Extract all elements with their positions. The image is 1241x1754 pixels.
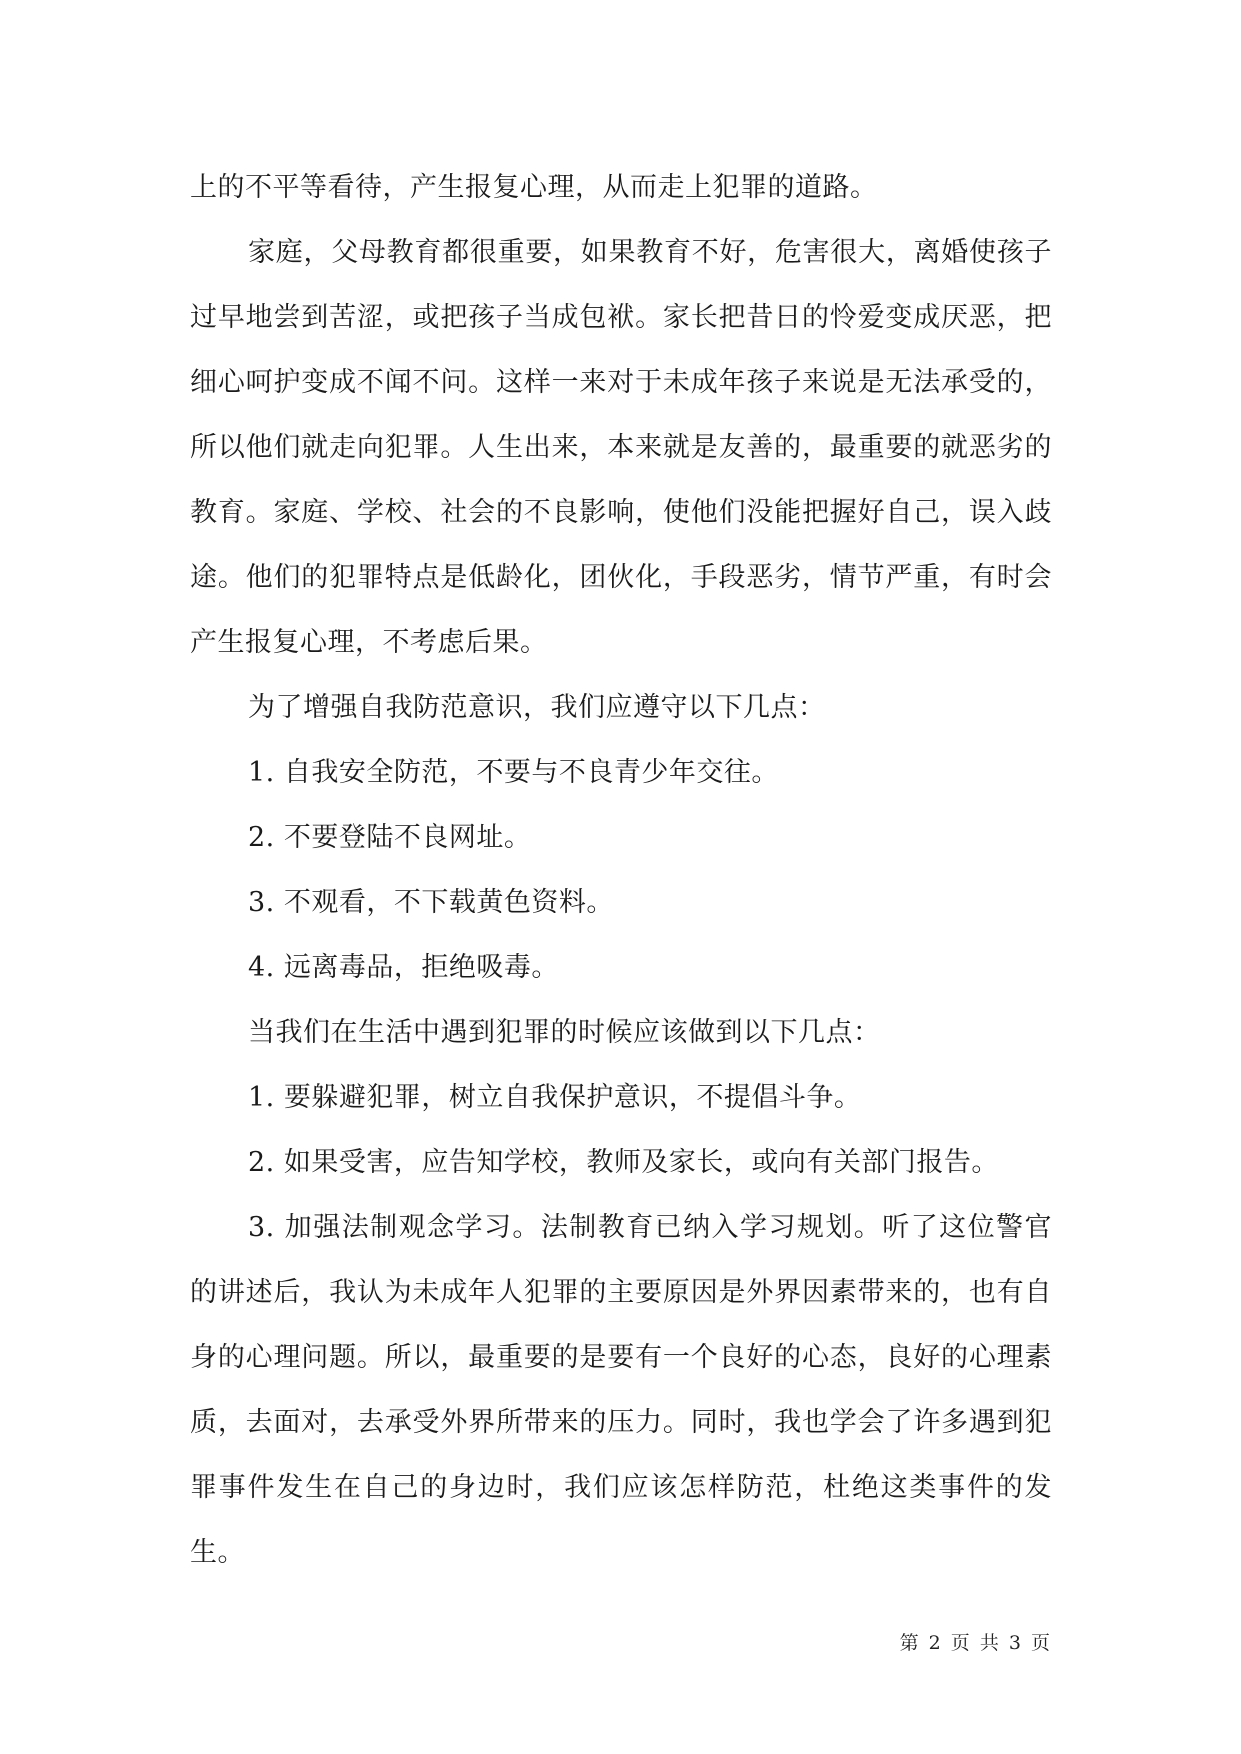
list-item-6: 2. 如果受害，应告知学校，教师及家长，或向有关部门报告。 — [248, 1147, 999, 1178]
paragraph-2: 家庭，父母教育都很重要，如果教育不好，危害很大，离婚使孩子过早地尝到苦涩，或把孩子当成包袱。家长把昔日的怜爱变成厌恶，把细心呵护变成不闻不问。这样一来对于未成年孩子来说是无法承受的，所以他们就走向犯罪。人生出来，本来就是友善的，最重要的就恶劣的教育。家庭、学校、社会的不良影响，使他们没能把握好自己，误入歧途。他们的犯罪特点是低龄化，团伙化，手段恶劣，情节严重，有时会产生报复心理，不考虑后果。 — [190, 237, 1052, 658]
paragraph-4: 当我们在生活中遇到犯罪的时候应该做到以下几点： — [248, 1017, 881, 1048]
paragraph-1: 上的不平等看待，产生报复心理，从而走上犯罪的道路。 — [190, 172, 878, 203]
list-item-1: 1. 自我安全防范，不要与不良青少年交往。 — [248, 757, 779, 788]
document-body — [190, 155, 1052, 1585]
list-item-3: 3. 不观看，不下载黄色资料。 — [248, 887, 614, 918]
list-item-4: 4. 远离毒品，拒绝吸毒。 — [248, 952, 559, 983]
list-item-5: 1. 要躲避犯罪，树立自我保护意识，不提倡斗争。 — [248, 1082, 862, 1113]
page-number: 第 2 页 共 3 页 — [899, 1632, 1052, 1654]
paragraph-3: 为了增强自我防范意识，我们应遵守以下几点： — [248, 692, 826, 723]
list-item-2: 2. 不要登陆不良网址。 — [248, 822, 532, 853]
list-item-7: 3. 加强法制观念学习。法制教育已纳入学习规划。听了这位警官的讲述后，我认为未成年人犯罪的主要原因是外界因素带来的，也有自身的心理问题。所以，最重要的是要有一个良好的心态，良好的心理素质，去面对，去承受外界所带来的压力。同时，我也学会了许多遇到犯罪事件发生在自己的身边时，我们应该怎样防范，杜绝这类事件的发生。 — [190, 1212, 1052, 1568]
